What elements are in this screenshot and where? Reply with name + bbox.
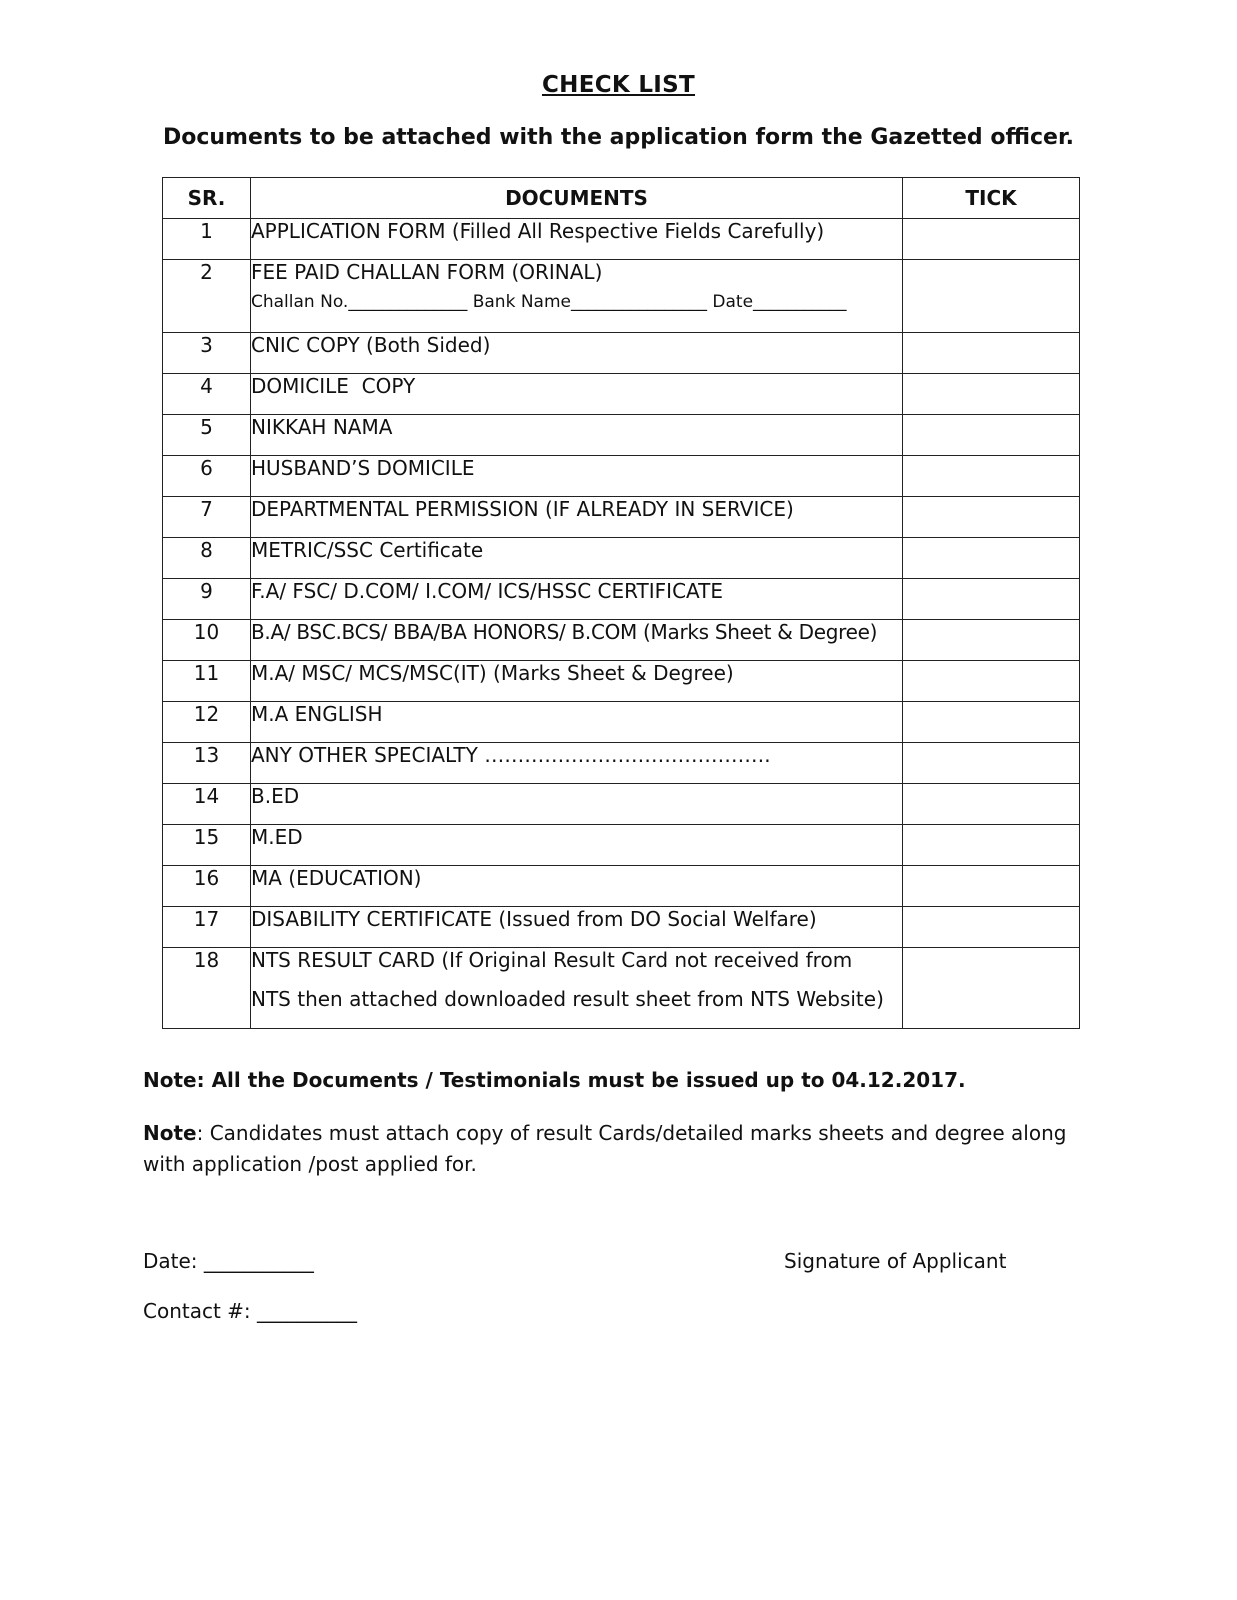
row-document: DOMICILE COPY	[251, 374, 903, 415]
table-row	[163, 333, 1080, 374]
row-document: DISABILITY CERTIFICATE (Issued from DO Social Welfare)	[251, 907, 903, 948]
header-sr: SR.	[163, 178, 251, 219]
row-document: MA (EDUCATION)	[251, 866, 903, 907]
row-document-continued: NTS then attached downloaded result sheet from NTS Website)	[251, 987, 884, 1011]
row-sr: 10	[163, 620, 251, 661]
challan-details-line[interactable]: Challan No.______________ Bank Name________________ Date___________	[251, 292, 847, 312]
table-row	[163, 579, 1080, 620]
note-text: : Candidates must attach copy of result Cards/detailed marks sheets and degree along with application /post applied for.	[143, 1121, 1067, 1176]
row-document: B.A/ BSC.BCS/ BBA/BA HONORS/ B.COM (Marks Sheet & Degree)	[251, 620, 903, 661]
row-sr: 18	[163, 948, 251, 1029]
note-attachments	[143, 1118, 1093, 1180]
signature-label: Signature of Applicant	[784, 1249, 1007, 1273]
tick-cell[interactable]	[903, 866, 1080, 907]
tick-cell[interactable]	[903, 702, 1080, 743]
table-row	[163, 784, 1080, 825]
row-sr: 15	[163, 825, 251, 866]
tick-cell[interactable]	[903, 456, 1080, 497]
tick-cell[interactable]	[903, 333, 1080, 374]
row-document: CNIC COPY (Both Sided)	[251, 333, 903, 374]
row-sr: 11	[163, 661, 251, 702]
table-row	[163, 497, 1080, 538]
row-document-cell	[251, 948, 903, 1029]
table-row	[163, 866, 1080, 907]
page-title: CHECK LIST	[541, 72, 696, 98]
table-row	[163, 219, 1080, 260]
row-sr: 1	[163, 219, 251, 260]
row-document: M.ED	[251, 825, 903, 866]
row-document: M.A ENGLISH	[251, 702, 903, 743]
table-row	[163, 620, 1080, 661]
row-sr: 3	[163, 333, 251, 374]
row-sr: 2	[163, 260, 251, 333]
row-sr: 12	[163, 702, 251, 743]
row-sr: 9	[163, 579, 251, 620]
row-document-cell	[251, 260, 903, 333]
header-documents: DOCUMENTS	[251, 178, 903, 219]
tick-cell[interactable]	[903, 260, 1080, 333]
tick-cell[interactable]	[903, 579, 1080, 620]
row-sr: 13	[163, 743, 251, 784]
row-document: DEPARTMENTAL PERMISSION (IF ALREADY IN SERVICE)	[251, 497, 903, 538]
row-sr: 14	[163, 784, 251, 825]
tick-cell[interactable]	[903, 219, 1080, 260]
row-document: M.A/ MSC/ MCS/MSC(IT) (Marks Sheet & Degree)	[251, 661, 903, 702]
row-document: NTS RESULT CARD (If Original Result Card not received from	[251, 948, 853, 972]
tick-cell[interactable]	[903, 825, 1080, 866]
tick-cell[interactable]	[903, 374, 1080, 415]
row-sr: 4	[163, 374, 251, 415]
row-document: ANY OTHER SPECIALTY …………………………………….	[251, 743, 903, 784]
table-header-row	[163, 178, 1080, 219]
row-sr: 6	[163, 456, 251, 497]
row-document: METRIC/SSC Certificate	[251, 538, 903, 579]
tick-cell[interactable]	[903, 661, 1080, 702]
tick-cell[interactable]	[903, 948, 1080, 1029]
table-row	[163, 538, 1080, 579]
date-field[interactable]: Date: ___________	[143, 1249, 314, 1273]
row-sr: 8	[163, 538, 251, 579]
table-row	[163, 260, 1080, 333]
row-document: FEE PAID CHALLAN FORM (ORINAL)	[251, 260, 603, 284]
note-issue-date: Note: All the Documents / Testimonials must be issued up to 04.12.2017.	[143, 1068, 966, 1092]
tick-cell[interactable]	[903, 497, 1080, 538]
row-document: NIKKAH NAMA	[251, 415, 903, 456]
page-subtitle: Documents to be attached with the application form the Gazetted officer.	[162, 125, 1075, 150]
tick-cell[interactable]	[903, 784, 1080, 825]
tick-cell[interactable]	[903, 415, 1080, 456]
table-row	[163, 415, 1080, 456]
note-label: Note	[143, 1121, 197, 1145]
row-sr: 17	[163, 907, 251, 948]
tick-cell[interactable]	[903, 538, 1080, 579]
row-sr: 7	[163, 497, 251, 538]
table-row	[163, 907, 1080, 948]
table-row	[163, 743, 1080, 784]
tick-cell[interactable]	[903, 907, 1080, 948]
row-document: HUSBAND’S DOMICILE	[251, 456, 903, 497]
tick-cell[interactable]	[903, 743, 1080, 784]
row-sr: 5	[163, 415, 251, 456]
table-row	[163, 825, 1080, 866]
tick-cell[interactable]	[903, 620, 1080, 661]
table-row	[163, 661, 1080, 702]
checklist-table	[162, 177, 1080, 1029]
row-document: B.ED	[251, 784, 903, 825]
row-document: F.A/ FSC/ D.COM/ I.COM/ ICS/HSSC CERTIFICATE	[251, 579, 903, 620]
table-row	[163, 374, 1080, 415]
table-row	[163, 702, 1080, 743]
table-row	[163, 456, 1080, 497]
header-tick: TICK	[903, 178, 1080, 219]
row-document: APPLICATION FORM (Filled All Respective Fields Carefully)	[251, 219, 903, 260]
contact-field[interactable]: Contact #: __________	[143, 1299, 358, 1323]
row-sr: 16	[163, 866, 251, 907]
table-row	[163, 948, 1080, 1029]
